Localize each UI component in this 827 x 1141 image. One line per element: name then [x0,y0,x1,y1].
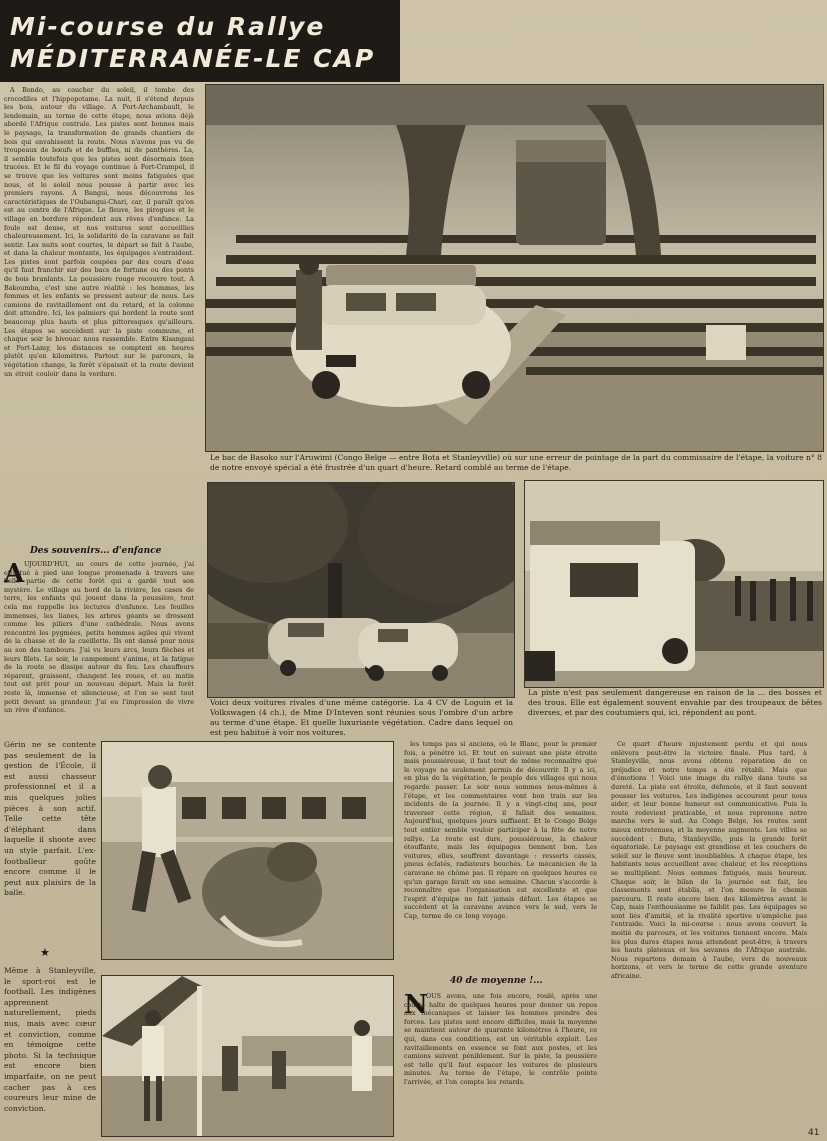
page-number: 41 [808,1128,820,1138]
subhead-souvenirs: Des souvenirs... d'enfance [30,546,162,556]
photo-rival-cars [207,482,515,698]
article-title-line1: Mi-course du Rallye [10,12,326,41]
photo-football [101,975,394,1137]
photo-ferry-crossing [205,84,824,452]
column-text-1-top [4,86,194,538]
paragraph: UJOURD'HUI, au cours de cette journée, j'ai effectué à pied une longue promenade à travers une belle partie de cette forêt qui a gardé tout son mystère. Le village au bord de la rivière, les cases de terre, les enfants qui jouent dans la poussière, tout cela me rappelle les lectures d'enfance. Les feuilles immenses, les lianes, les arbres géants se dressent comme les piliers d'une cathédrale. Nous avons rencontré les pygmées, petits hommes agiles qui vivent de la chasse et de la cueillette. Ils ont dansé pour nous au son des tambours. J'ai vu leurs arcs, leurs flèches et leurs filets. Le soir, le campement s'anime, et la fatigue de la route se dissipe autour du feu. Les chauffeurs réparent, graissent, changent les roues, et au matin tout est prêt pour un nouveau départ. Mais la forêt reste là, immense et silencieuse, et l'on se sent tout petit devant sa grandeur. J'ai eu l'impression de vivre un rêve d'enfance. [4,560,194,715]
column-text-3 [611,740,807,1134]
drop-cap-a: A [4,559,25,589]
paragraph: Même à Stanleyville, le sport-roi est le football. Les indigènes apprennent naturellement, pieds nus, mais avec cœur et conviction, comme en témoigne cette photo. Si la technique est encore bien imparfaite, on ne peut cacher pas à ces coureurs leur mine de conviction. [4,966,96,1113]
column-text-1-bottom-a [4,740,96,940]
article-title-line2: MÉDITERRANÉE-LE CAP [10,44,376,73]
column-text-1-bottom-b [4,966,96,1136]
column-text-2-b [404,992,597,1136]
caption-rival-cars: Voici deux voitures rivales d'une même catégorie. La 4 CV de Loguin et la Volkswagen (4 ch.), de Mme D'Inteven sont réunies sous l'ombre d'un arbre au terme d'une étape. Et quelle luxuriante végétation. Cadre dans lequel on est peu habitué à voir nos voitures. [210,698,513,737]
caption-ferry: Le bac de Basoko sur l'Aruwimi (Congo Belge — entre Bota et Stanleyville) où sur une erreur de pointage de la part du commissaire de l'étape, la voiture n° 8 de notre envoyé spécial a été frustrée d'un quart d'heure. Retard comblé au terme de l'étape. [210,453,822,472]
photo-truck-piste [524,480,824,688]
star-separator: ★ [40,946,50,959]
article-title-box [0,0,400,82]
subhead-moyenne: 40 de moyenne !... [450,976,543,986]
drop-cap-n: N [404,990,428,1020]
caption-piste: La piste n'est pas seulement dangereuse en raison de la ... des bosses et des trous. Elle est également souvent envahie par des troupeaux de bêtes diverses, et par des coutumiers qui, ici, répondent au pont. [528,688,822,717]
column-text-2 [404,740,597,966]
paragraph: les temps pas si anciens, où le Blanc, pour le premier fois, a pénétré ici. Et tout en suivant une piste étroite mais poussiéreuse, il faut tout de même reconnaître que le voyage ne seulement permis de découvrir. Il y a ici, en plus de la végétation, le peuple des villages qui nous regarde passer. Le soir nous sommes nous-mêmes à l'étape, et les commentaires vont bon train sur les incidents de la journée. Il y a vingt-cinq ans, pour traverser cette région, il fallait des semaines. Aujourd'hui, quelques jours suffisent. Et le Congo Belge tout entier semble vouloir participer à la fête de notre rallye. La route est dure, poussiéreuse, la chaleur étouffante, mais les équipages tiennent bon. Les voitures, elles, souffrent davantage : ressorts cassés, pneus éclatés, radiateurs bouchés. Le mécanicien de la caravane ne chôme pas. Il répare en quelques heures ce qu'un garage ferait en une semaine. Chacun s'accorde à reconnaître que l'organisation est excellente et que l'esprit d'équipe ne fait jamais défaut. Les étapes se succèdent et la caravane avance vers le sud, vers le Cap, terme de ce long voyage. [404,740,597,920]
paragraph: Ce quart d'heure injustement perdu et qui nous enlèvera peut-être la victoire finale. Plus tard, à Stanleyville, nous avons obtenu réparation de ce préjudice et notre temps a été rétabli. Mais que d'émotions ! Voici une image du rallye dans toute sa dureté. La piste est étroite, défoncée, et il faut souvent pousser les voitures. Les indigènes accourent pour nous aider, et leur bonne humeur est communicative. Puis la route redevient praticable, et nous reprenons notre marche vers le sud. Au Congo Belge, les routes sont mieux entretenues, et la moyenne augmente. Les villes se succèdent : Buta, Stanleyville, puis la grande forêt équatoriale. Le paysage est grandiose et les couchers de soleil sur le fleuve sont inoubliables. A chaque étape, les habitants nous accueillent avec chaleur, et les réceptions se multiplient. Nous sommes fatigués, mais heureux. Chaque soir, le bilan de la journée est fait, les classements sont établis, et l'on mesure le chemin parcouru. Il reste encore bien des kilomètres avant le Cap, mais l'enthousiasme ne faiblit pas. Les équipages se sont liés d'amitié, et la rivalité sportive n'empêche pas l'entraide. Voici la mi-course : nous avons couvert la moitié du parcours, et les voitures tiennent encore. Mais les plus dures étapes nous attendent peut-être, à travers les hauts plateaux et les savanes de l'Afrique australe. Nous repartons demain à l'aube, vers de nouveaux horizons, et vers le terme de cette grande aventure africaine. [611,740,807,981]
column-text-1-mid [4,560,194,734]
photo-elephant-head [101,741,394,960]
paragraph: Gérin ne se contente pas seulement de la gestion de l'École, il est aussi chasseur professionnel et il a mis quelques jolies pièces à son actif. Telle cette tête d'éléphant dans laquelle il shoote avec un style parfait. L'ex-footballeur goûte encore comme il le peut aux plaisirs de la balle. [4,740,96,898]
paragraph: A Bondo, au coucher du soleil, il tombe des crocodiles et l'hippopotame. La nuit, il s'étend depuis les bois, autour du village. A Port-Archambault, le lendemain, au terme de cette étape, nous avions déjà abordé l'Afrique centrale. Les pistes sont bonnes mais le paysage, la transformation de grands chantiers de bois qui envahissent la route. Nous n'avons pas vu de troupeaux de bœufs et de buffles, ni de panthères. La, il semble toutefois que les pistes sont désormais bien tracées. Et le fil du voyage continue à Fort-Crampel, il se trouve que les voitures sont moins fatiguées que nous, et le soleil nous pousse à partir avec les premiers rayons. A Bangui, nous découvrons les caractéristiques de l'Oubangui-Chari, car, il paraît qu'on est au centre de l'Afrique. Le fleuve, les pirogues et le village en bordure répondent aux rêves d'enfance. La foule est dense, et nos voitures sont accueillies chaleureusement. Ici, la solidarité de la caravane se fait sentir. Les nuits sont courtes, le départ se fait à l'aube, et dans la chaleur montante, les équipages s'entraident. Les pistes sont parfois coupées par des cours d'eau qu'il faut franchir sur des bacs de fortune ou des ponts de bois branlants. La poussière rouge recouvre tout. A Bakoumba, c'est une autre réalité : les hommes, les femmes et les enfants se pressent autour de nous. Les camions de ravitaillement ont du retard, et la colonne doit attendre. Ici, les palmiers qui bordent la route sont beaucoup plus hauts et plus pittoresques qu'ailleurs. Les étapes se succèdent sur la piste commune, et chaque soir le bivouac nous rassemble. Entre Kisangani et Port-Lamy, les distances se comptent en heures plutôt qu'en kilomètres. Partout sur le parcours, la végétation change, la forêt s'épaissit et la route devient un étroit couloir dans la verdure. [4,86,194,378]
paragraph: OUS avons, une fois encore, roulé, après une courte halte de quelques heures pour donner un repos aux mécaniques et laisser les hommes prendre des forces. Les pistes sont encore difficiles, mais la moyenne se maintient autour de quarante kilomètres à l'heure, ce qui, dans ces conditions, est un véritable exploit. Les ravitaillements en essence se font aux postes, et les camions suivent péniblement. Sur la piste, la poussière est telle qu'il faut espacer les voitures de plusieurs minutes. Au terme de l'étape, le contrôle pointe l'arrivée, et l'on compte les retards. [404,992,597,1086]
